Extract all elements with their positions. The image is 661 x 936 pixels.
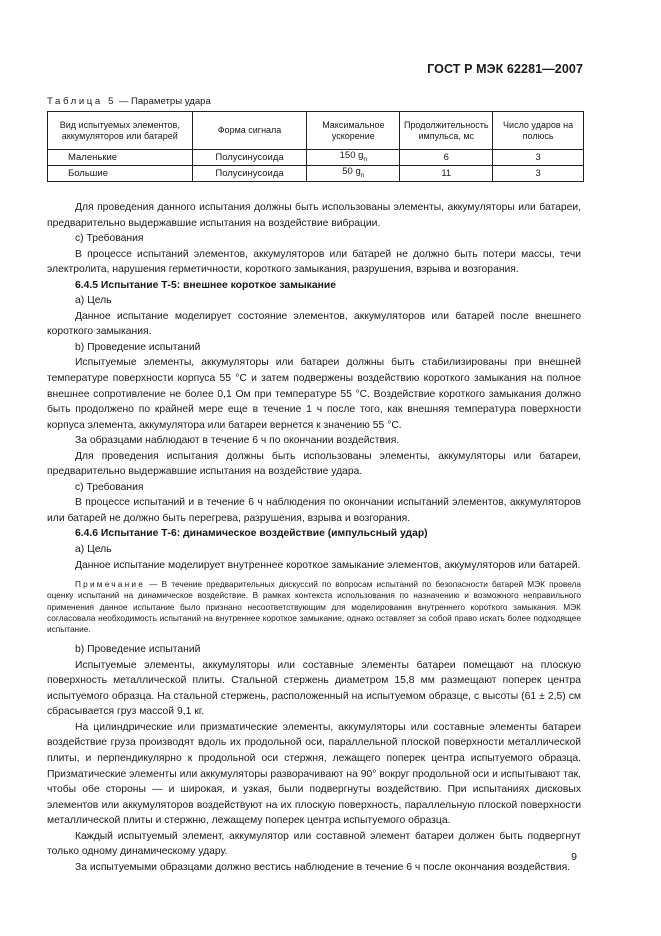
paragraph: Каждый испытуемый элемент, аккумулятор или составной элемент батареи должен быть подвергнут только одному динамическому удару. [47,830,581,858]
paragraph: Данное испытание моделирует состояние элементов, аккумуляторов или батарей после внешнего короткого замыкания. [47,310,581,338]
shock-parameters-table [47,111,584,182]
table-caption-title: — Параметры удара [116,96,211,107]
table-caption-label: Таблица 5 [47,96,117,107]
list-item-purpose: a) Цель [75,544,112,556]
table-row [48,150,584,166]
table-header-row [48,112,584,150]
table-cell-duration: 11 [400,166,493,182]
note-label: Примечание [75,579,146,590]
table-header-cell: Максимальное ускорение [307,112,400,150]
table-cell-count: 3 [493,150,584,166]
table-cell-duration: 6 [400,150,493,166]
paragraph: В процессе испытаний элементов, аккумуляторов или батарей не должно быть потери массы, течи электролита, нарушения герметичности, короткого замыкания, разрушения, взрыва и возгорания. [47,248,581,276]
paragraph: На цилиндрические или призматические элементы, аккумуляторы или составные элементы батареи воздействие груза производят вдоль их продольной оси, параллельной плоской поверхности металлической плиты, и перпендикулярно к продольной оси стержня, лежащего поперек центра испытуемого образца. Призматические элементы или аккумуляторы разворачивают на 90° вокруг продольной оси и испытывают так, чтобы обе стороны — и широкая, и узкая, были подвергнуты воздействию. При испытаниях дисковых элементов или аккумуляторов воздействуют на их плоскую поверхность, параллельную плоской поверхности металлической плиты и стержню, лежащему поперек центра испытуемого образца. [47,721,581,827]
section-heading: 6.4.5 Испытание Т-5: внешнее короткое замыкание [75,279,336,291]
table-cell-waveform: Полусинусоида [192,150,307,166]
paragraph: В процессе испытаний и в течение 6 ч наблюдения по окончании испытаний элементов, аккумуляторов или батарей не должно быть перегрева, разрушения, взрыва и возгорания. [47,497,581,524]
page-number: 9 [571,851,577,863]
table-cell-waveform: Полусинусоида [192,166,307,182]
table-cell-count: 3 [493,166,584,182]
note-text: — В течение предварительных дискуссий по вопросам испытаний по безопасности батарей МЭК провела оценку испытаний на динамическое воздействие. В рамках контекста использования по назначению и возможного неправильного применения данное испытание было признано несоответствующим для моделирования внутреннего короткого замыкания. МЭК согласовала необходимость испытаний на внутреннее короткое замыкание, однако оставляет за собой право искать более подходящее испытание. [47,579,581,634]
document-body [47,200,581,875]
paragraph: Для проведения испытания должны быть использованы элементы, аккумуляторы или батареи, предварительно выдержавшие испытания на воздействие удара. [47,450,581,478]
paragraph: Для проведения данного испытания должны быть использованы элементы, аккумуляторы или батареи, предварительно выдержавшие испытания на воздействие вибрации. [47,202,581,229]
table-header-cell: Вид испытуемых элементов, аккумуляторов или батарей [48,112,193,150]
paragraph: За образцами наблюдают в течение 6 ч по окончании воздействия. [75,435,400,447]
table-cell-acceleration: 50 $g_n$ [307,166,400,182]
table-row [48,166,584,182]
table-header-cell: Продолжительность импульса, мс [400,112,493,150]
document-id: ГОСТ Р МЭК 62281—2007 [427,62,583,76]
table-cell-acceleration: 150 $g_n$ [307,150,400,166]
list-item-requirements: c) Требования [75,233,144,245]
paragraph: Испытуемые элементы, аккумуляторы или батареи должны быть стабилизированы при внешней температуре поверхности корпуса 55 °С и затем подвержены воздействию короткого замыкания на полное внешнее сопротивление не более 0,1 Ом при температуре 55 °С. Воздействие короткого замыкания должно быть продолжено по крайней мере еще в течение 1 ч после того, как внешняя температура поверхности корпуса элемента, аккумулятора или батареи вернется к значению 55 °С. [47,357,581,431]
note [47,579,581,635]
table-header-cell: Число ударов на полюсь [493,112,584,150]
table-header-cell: Форма сигнала [192,112,307,150]
table-cell-type: Большие [48,166,193,182]
paragraph: Испытуемые элементы, аккумуляторы или составные элементы батареи помещают на плоскую поверхность металлической плиты. Стальной стержень диаметром 15,8 мм размещают поперек центра испытуемого образца. На стальной стержень, расположенный на испытуемом образце, с высоты (61 ± 2,5) см сбрасывается груз массой 9,1 кг. [47,659,581,718]
list-item-requirements: c) Требования [75,481,144,493]
section-heading: 6.4.6 Испытание Т-6: динамическое воздействие (импульсный удар) [75,528,428,540]
paragraph: Данное испытание моделирует внутреннее короткое замыкание элементов, аккумуляторов или батарей. [75,559,581,571]
list-item-procedure: b) Проведение испытаний [75,644,201,656]
list-item-procedure: b) Проведение испытаний [75,341,201,353]
list-item-purpose: a) Цель [75,295,112,307]
table-caption [47,96,211,107]
table-cell-type: Маленькие [48,150,193,166]
paragraph: За испытуемыми образцами должно вестись наблюдение в течение 6 ч после окончания воздействия. [75,861,571,873]
